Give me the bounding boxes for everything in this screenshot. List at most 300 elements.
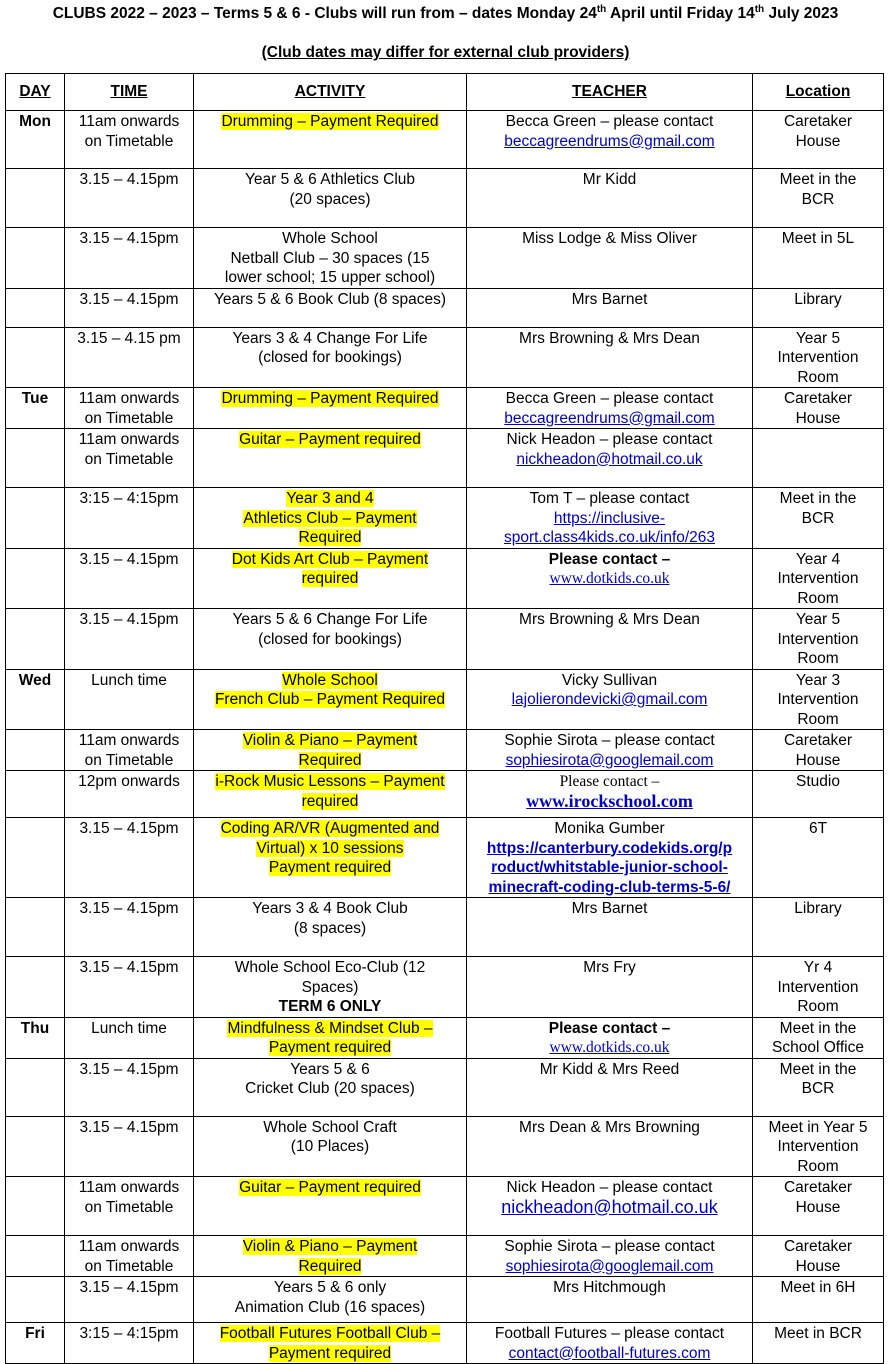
day-cell [6, 1058, 65, 1116]
time-cell [65, 228, 194, 289]
activity-cell [194, 327, 467, 388]
location-text: BCR [801, 1080, 835, 1097]
location-text: House [795, 409, 841, 427]
location-text: House [795, 132, 841, 150]
time-text: 3.15 – 4.15pm [79, 1118, 179, 1136]
header-location: Location [753, 74, 884, 111]
time-text: 3.15 – 4.15pm [79, 1279, 179, 1296]
activity-text: (20 spaces) [289, 190, 371, 208]
activity-cell [194, 1177, 467, 1236]
activity-line [196, 170, 464, 190]
teacher-cell [467, 388, 753, 429]
activity-line [196, 751, 464, 771]
day-cell [6, 957, 65, 1018]
table-row [6, 388, 884, 429]
activity-text: lower school; 15 upper school) [224, 269, 436, 286]
teacher-cell [467, 327, 753, 388]
time-cell [65, 1116, 194, 1177]
activity-cell [194, 169, 467, 228]
activity-line [196, 290, 464, 310]
location-text: Meet in the [779, 171, 857, 188]
teacher-name: Vicky Sullivan [561, 671, 658, 689]
teacher-cell [467, 1177, 753, 1236]
day-cell [6, 228, 65, 289]
activity-line [196, 792, 464, 812]
location-cell [753, 548, 884, 609]
activity-text: (closed for bookings) [258, 630, 402, 648]
location-cell [753, 957, 884, 1018]
location-cell [753, 288, 884, 327]
activity-text: Guitar – Payment required [239, 431, 421, 448]
activity-text: Years 5 & 6 Book Club (8 spaces) [213, 290, 447, 308]
location-text: Room [797, 710, 839, 728]
time-text: on Timetable [84, 751, 174, 769]
activity-cell [194, 488, 467, 549]
activity-text: Required [298, 751, 362, 769]
location-text: Year 5 [795, 611, 841, 628]
time-text: 11am onwards [78, 113, 180, 130]
day-cell [6, 730, 65, 771]
time-text: 11am onwards [78, 732, 180, 749]
email-link[interactable]: nickheadon@hotmail.co.uk [501, 1196, 718, 1217]
location-text: House [795, 1257, 841, 1275]
day-cell [6, 1236, 65, 1277]
activity-line [196, 489, 464, 509]
header-teacher: TEACHER [467, 74, 753, 111]
table-row [6, 957, 884, 1018]
activity-cell [194, 1236, 467, 1277]
teacher-cell [467, 548, 753, 609]
activity-text: required [301, 570, 359, 587]
activity-cell [194, 898, 467, 957]
time-cell [65, 548, 194, 609]
time-text: 3.15 – 4.15pm [79, 900, 179, 917]
web-link[interactable]: www.dotkids.co.uk [549, 570, 670, 587]
time-text: 11am onwards [78, 431, 180, 448]
activity-line [196, 978, 464, 998]
teacher-cell [467, 898, 753, 957]
time-cell [65, 730, 194, 771]
table-row [6, 1177, 884, 1236]
activity-line [196, 229, 464, 249]
location-cell [753, 1017, 884, 1058]
table-row [6, 288, 884, 327]
header-day: DAY [6, 74, 65, 111]
location-text: Intervention [777, 630, 859, 648]
term-note: TERM 6 ONLY [278, 998, 382, 1015]
activity-text: Required [298, 529, 362, 546]
teacher-cell [467, 429, 753, 488]
activity-line [196, 630, 464, 650]
teacher-cell [467, 1236, 753, 1277]
activity-text: Whole School [282, 671, 378, 689]
activity-cell [194, 1323, 467, 1364]
location-text: BCR [801, 509, 835, 527]
table-row [6, 1323, 884, 1364]
day-cell [6, 1277, 65, 1323]
teacher-name: Please contact – [548, 1019, 671, 1037]
activity-line [196, 772, 464, 792]
time-cell [65, 488, 194, 549]
location-text: Intervention [777, 691, 859, 708]
time-text: 12pm onwards [78, 773, 180, 790]
activity-text: Payment required [268, 859, 392, 876]
activity-cell [194, 957, 467, 1018]
email-link[interactable]: beccagreendrums@gmail.com [504, 409, 715, 427]
location-cell [753, 1236, 884, 1277]
location-text: Caretaker [783, 1238, 853, 1255]
day-cell [6, 771, 65, 818]
location-text: Meet in BCR [774, 1325, 862, 1342]
location-text: Intervention [777, 1138, 859, 1155]
activity-text: Years 3 & 4 Book Club [252, 900, 408, 917]
activity-text: i-Rock Music Lessons – Payment [215, 773, 445, 790]
location-text: Library [794, 900, 842, 917]
teacher-name: Nick Headon – please contact [506, 431, 713, 448]
activity-line [196, 329, 464, 349]
location-cell [753, 1177, 884, 1236]
day-cell: Thu [6, 1017, 65, 1058]
table-row [6, 327, 884, 388]
activity-line [196, 958, 464, 978]
activity-text: Mindfulness & Mindset Club – [227, 1019, 433, 1037]
activity-line [196, 819, 464, 839]
location-text: Room [797, 650, 839, 667]
activity-cell [194, 1277, 467, 1323]
day-cell: Tue [6, 388, 65, 429]
teacher-name: Mrs Dean & Mrs Browning [519, 1118, 700, 1136]
teacher-cell [467, 1116, 753, 1177]
teacher-name: Monika Gumber [554, 820, 665, 837]
time-cell [65, 1177, 194, 1236]
web-link[interactable]: minecraft-coding-club-terms-5-6/ [488, 878, 731, 896]
location-text: Caretaker [783, 390, 853, 407]
activity-line [196, 1257, 464, 1277]
table-row [6, 1236, 884, 1277]
teacher-cell [467, 669, 753, 730]
table-row [6, 818, 884, 898]
location-text: Meet in the [779, 1060, 857, 1078]
location-cell [753, 1058, 884, 1116]
web-link[interactable]: https://canterbury.codekids.org/p [486, 839, 733, 857]
time-text: on Timetable [84, 450, 174, 468]
time-cell [65, 327, 194, 388]
day-cell [6, 169, 65, 228]
web-link[interactable]: www.irockschool.com [526, 790, 693, 811]
teacher-name: Mrs Hitchmough [553, 1279, 666, 1296]
teacher-name: Mrs Fry [583, 959, 636, 976]
day-cell [6, 288, 65, 327]
table-row [6, 488, 884, 549]
location-text: Meet in 5L [781, 230, 855, 247]
table-row [6, 669, 884, 730]
activity-line [196, 348, 464, 368]
location-text: 6T [808, 820, 828, 837]
table-row [6, 1277, 884, 1323]
location-text: Caretaker [783, 113, 853, 130]
activity-line [196, 1278, 464, 1298]
location-cell [753, 609, 884, 670]
email-link[interactable]: lajolierondevicki@gmail.com [511, 691, 708, 708]
location-text: Intervention [777, 349, 859, 366]
time-cell [65, 898, 194, 957]
location-cell [753, 1116, 884, 1177]
location-text: House [795, 751, 841, 769]
activity-text: Dot Kids Art Club – Payment [231, 550, 429, 568]
email-link[interactable]: contact@football-futures.com [508, 1344, 711, 1362]
activity-text: (10 Places) [290, 1138, 370, 1155]
time-cell [65, 388, 194, 429]
activity-line [196, 1344, 464, 1364]
activity-text: Years 5 & 6 only [273, 1279, 387, 1296]
time-cell [65, 111, 194, 169]
time-text: 3.15 – 4.15 pm [77, 329, 181, 347]
time-cell [65, 1236, 194, 1277]
activity-line [196, 839, 464, 859]
activity-line [196, 1038, 464, 1058]
location-text: Year 5 [795, 329, 841, 347]
teacher-name: Football Futures – please contact [494, 1325, 725, 1342]
table-row [6, 548, 884, 609]
activity-text: Athletics Club – Payment [243, 509, 417, 527]
location-cell [753, 429, 884, 488]
teacher-cell [467, 771, 753, 818]
activity-text: (8 spaces) [293, 919, 367, 937]
time-text: 3.15 – 4.15pm [79, 611, 179, 628]
teacher-name: Miss Lodge & Miss Oliver [522, 230, 697, 247]
activity-text: required [301, 792, 359, 810]
location-cell [753, 111, 884, 169]
teacher-cell [467, 1323, 753, 1364]
location-text: Meet in the [779, 1019, 857, 1037]
activity-cell [194, 111, 467, 169]
day-cell [6, 1177, 65, 1236]
day-cell [6, 488, 65, 549]
location-text: Studio [796, 773, 840, 790]
location-text: Room [797, 368, 839, 386]
activity-text: Whole School [282, 230, 378, 247]
activity-line [196, 690, 464, 710]
table-row [6, 1017, 884, 1058]
time-cell [65, 169, 194, 228]
teacher-cell [467, 609, 753, 670]
web-link[interactable]: roduct/whitstable-junior-school- [491, 859, 728, 876]
activity-line [196, 389, 464, 409]
activity-cell [194, 771, 467, 818]
activity-line [196, 1019, 464, 1039]
time-text: 3.15 – 4.15pm [79, 290, 179, 308]
time-text: 11am onwards [78, 390, 180, 407]
teacher-name: Mrs Barnet [571, 900, 648, 917]
teacher-name: Sophie Sirota – please contact [504, 732, 715, 749]
activity-line [196, 528, 464, 548]
day-cell [6, 818, 65, 898]
day-cell [6, 609, 65, 670]
time-text: 3.15 – 4.15pm [79, 959, 179, 976]
teacher-name: Becca Green – please contact [505, 113, 714, 130]
activity-text: Virtual) x 10 sessions [256, 839, 404, 857]
web-link[interactable]: https://inclusive- [553, 509, 666, 527]
activity-cell [194, 1058, 467, 1116]
time-text: 3.15 – 4.15pm [79, 550, 179, 568]
activity-text: Football Futures Football Club – [219, 1325, 441, 1342]
activity-line [196, 1079, 464, 1099]
activity-text: Animation Club (16 spaces) [234, 1298, 426, 1316]
activity-line [196, 1324, 464, 1344]
time-text: on Timetable [84, 409, 174, 427]
email-link[interactable]: sophiesirota@googlemail.com [505, 751, 714, 769]
activity-text: Payment required [268, 1039, 392, 1056]
activity-line [196, 430, 464, 450]
location-text: School Office [772, 1039, 864, 1056]
activity-text: Coding AR/VR (Augmented and [220, 820, 440, 837]
activity-line [196, 249, 464, 269]
activity-text: Years 3 & 4 Change For Life [232, 329, 428, 347]
location-text: House [795, 1198, 841, 1216]
teacher-name: Becca Green – please contact [505, 390, 714, 407]
teacher-name: Mrs Browning & Mrs Dean [519, 611, 700, 628]
header-activity: ACTIVITY [194, 74, 467, 111]
activity-text: Drumming – Payment Required [221, 113, 439, 130]
activity-line [196, 899, 464, 919]
time-text: 11am onwards [78, 1179, 180, 1196]
email-link[interactable]: sophiesirota@googlemail.com [505, 1257, 714, 1275]
location-cell [753, 898, 884, 957]
activity-cell [194, 288, 467, 327]
time-text: 3.15 – 4.15pm [79, 1060, 179, 1078]
activity-line [196, 550, 464, 570]
location-text: Room [797, 589, 839, 607]
time-cell [65, 429, 194, 488]
teacher-name: Mr Kidd [582, 171, 637, 188]
location-text: Meet in 6H [780, 1279, 856, 1296]
activity-line [196, 569, 464, 589]
email-link[interactable]: nickheadon@hotmail.co.uk [516, 450, 703, 468]
time-text: 3.15 – 4.15pm [79, 820, 179, 837]
time-cell [65, 957, 194, 1018]
teacher-name: Sophie Sirota – please contact [504, 1238, 715, 1255]
location-text: Room [797, 1157, 839, 1175]
time-cell [65, 669, 194, 730]
table-row [6, 169, 884, 228]
activity-cell [194, 429, 467, 488]
activity-line [196, 268, 464, 288]
activity-text: Drumming – Payment Required [221, 390, 439, 407]
teacher-name: Nick Headon – please contact [506, 1179, 713, 1196]
web-link[interactable]: sport.class4kids.co.uk/info/263 [503, 529, 716, 546]
activity-line [196, 190, 464, 210]
table-row [6, 771, 884, 818]
activity-text: French Club – Payment Required [214, 691, 446, 708]
activity-line [196, 1178, 464, 1198]
activity-text: Year 5 & 6 Athletics Club [244, 171, 416, 188]
location-text: Caretaker [783, 732, 853, 749]
page-subtitle: (Club dates may differ for external club providers) [261, 44, 630, 61]
activity-text: Cricket Club (20 spaces) [245, 1080, 415, 1097]
activity-line [196, 858, 464, 878]
time-text: on Timetable [84, 1198, 174, 1216]
activity-text: Spaces) [301, 978, 359, 996]
activity-text: Whole School Eco-Club (12 [234, 959, 426, 976]
day-cell: Fri [6, 1323, 65, 1364]
activity-line [196, 509, 464, 529]
location-cell [753, 169, 884, 228]
activity-text: Netball Club – 30 spaces (15 [230, 249, 430, 267]
teacher-name: Mrs Browning & Mrs Dean [519, 329, 700, 347]
time-cell [65, 1058, 194, 1116]
location-cell [753, 388, 884, 429]
time-text: 11am onwards [78, 1238, 180, 1255]
activity-text: Guitar – Payment required [239, 1179, 421, 1196]
table-row [6, 730, 884, 771]
location-text: Intervention [777, 978, 859, 996]
activity-cell [194, 730, 467, 771]
table-row [6, 609, 884, 670]
location-cell [753, 1323, 884, 1364]
activity-text: Violin & Piano – Payment [242, 1238, 418, 1255]
activity-cell [194, 228, 467, 289]
activity-line [196, 1298, 464, 1318]
location-cell [753, 730, 884, 771]
time-cell [65, 1277, 194, 1323]
location-text: Year 3 [795, 671, 841, 689]
location-text: Year 4 [795, 550, 841, 568]
time-text: 3.15 – 4.15pm [79, 171, 179, 188]
time-cell [65, 609, 194, 670]
day-cell: Mon [6, 111, 65, 169]
teacher-cell [467, 228, 753, 289]
location-cell [753, 228, 884, 289]
teacher-cell [467, 1277, 753, 1323]
day-cell [6, 898, 65, 957]
table-row [6, 1058, 884, 1116]
activity-line [196, 1137, 464, 1157]
time-text: on Timetable [84, 132, 174, 150]
activity-text: Violin & Piano – Payment [242, 732, 418, 749]
email-link[interactable]: beccagreendrums@gmail.com [504, 132, 715, 150]
activity-line [196, 919, 464, 939]
web-link[interactable]: www.dotkids.co.uk [549, 1039, 670, 1056]
teacher-cell [467, 957, 753, 1018]
teacher-name: Tom T – please contact [529, 490, 690, 507]
teacher-name: Please contact – [548, 550, 671, 568]
teacher-name: Mrs Barnet [571, 290, 648, 308]
activity-line [196, 731, 464, 751]
header-time: TIME [65, 74, 194, 111]
table-body [6, 111, 884, 1364]
activity-line [196, 1237, 464, 1257]
activity-text: Payment required [268, 1344, 392, 1362]
teacher-name: Please contact – [559, 773, 660, 790]
teacher-cell [467, 169, 753, 228]
table-header-row [6, 74, 884, 111]
day-cell [6, 429, 65, 488]
time-cell [65, 1017, 194, 1058]
table-row [6, 898, 884, 957]
location-text: BCR [801, 190, 835, 208]
location-cell [753, 488, 884, 549]
activity-text: (closed for bookings) [258, 349, 402, 366]
activity-text: Year 3 and 4 [286, 490, 374, 507]
location-text: Caretaker [783, 1179, 853, 1196]
day-cell: Wed [6, 669, 65, 730]
activity-cell [194, 1017, 467, 1058]
location-text: Meet in Year 5 [768, 1118, 868, 1136]
activity-cell [194, 609, 467, 670]
activity-cell [194, 1116, 467, 1177]
activity-line [196, 112, 464, 132]
teacher-cell [467, 288, 753, 327]
